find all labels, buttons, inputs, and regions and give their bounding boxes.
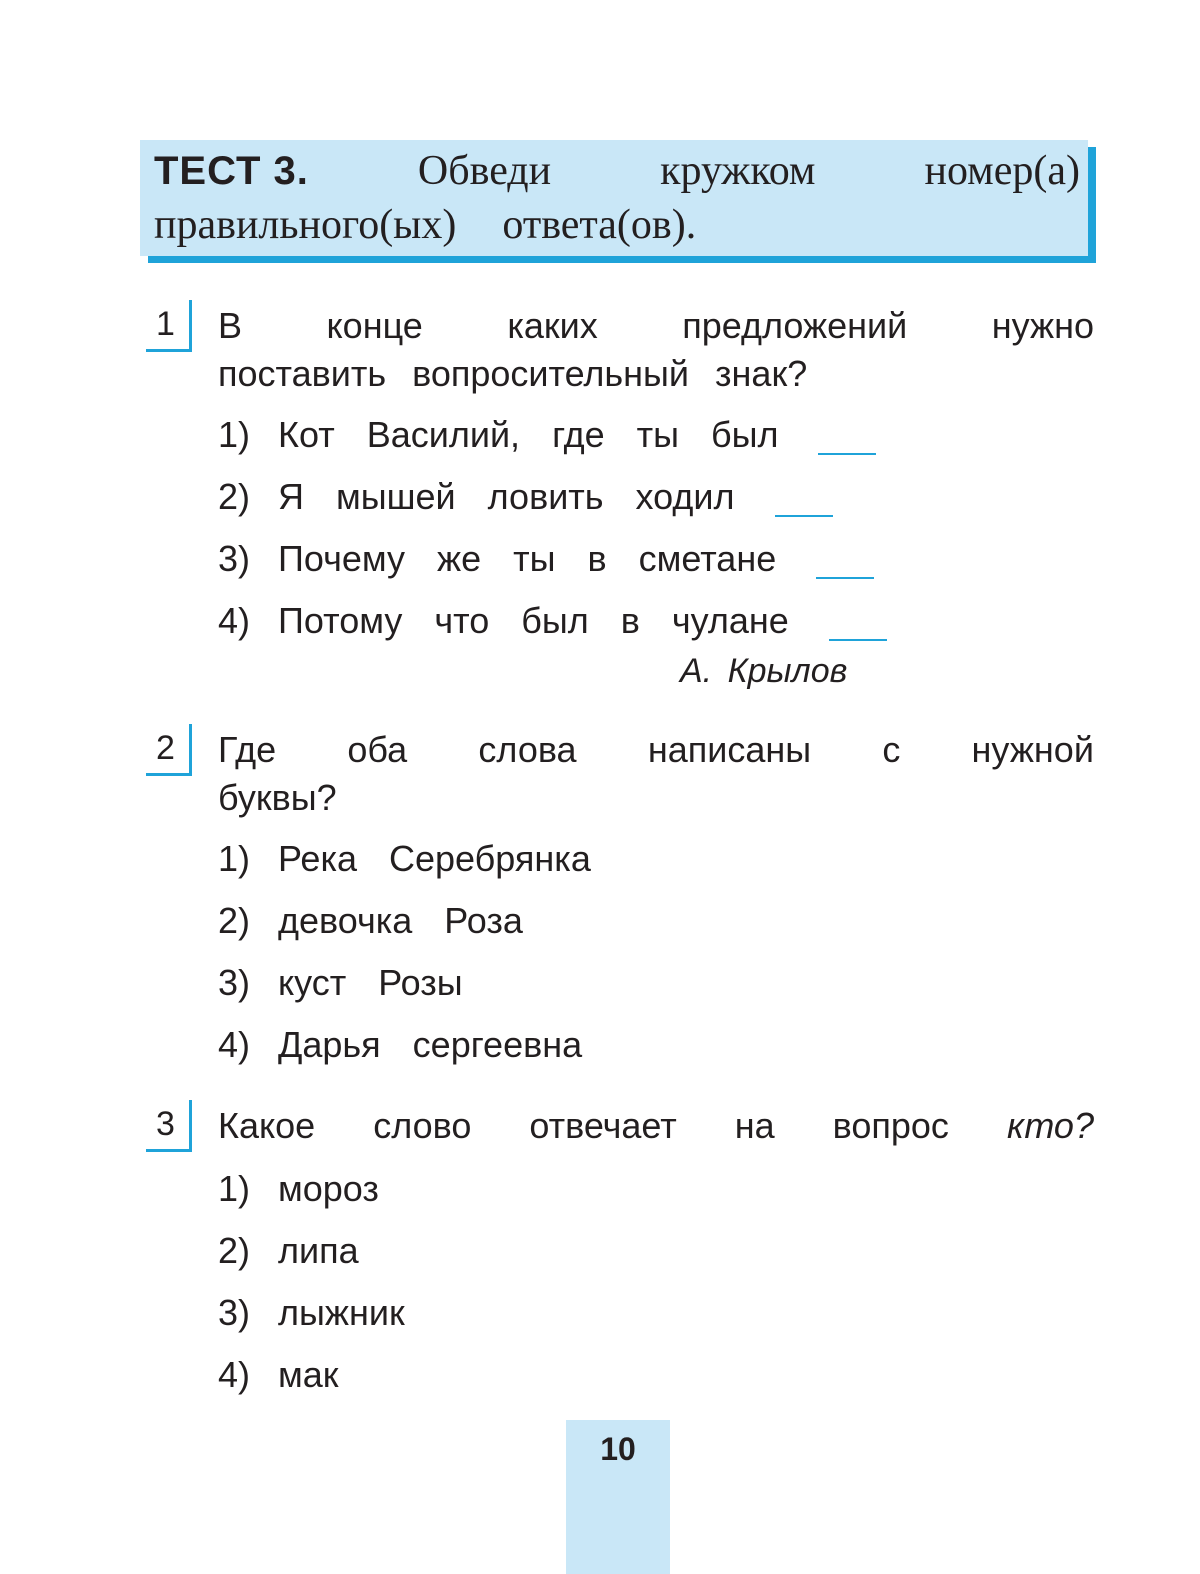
header-line-2: [154, 198, 1080, 252]
answer-option-4[interactable]: [218, 1014, 591, 1076]
question-text: [218, 726, 1094, 822]
answer-option-2[interactable]: [218, 890, 591, 952]
test-label: ТЕСТ 3.: [154, 149, 309, 193]
header-word: номер(а): [924, 148, 1080, 194]
option-text: липа: [278, 1230, 359, 1271]
header-word: правильного(ых): [154, 202, 457, 248]
option-text: Кот Василий, где ты был: [278, 414, 779, 455]
answer-option-3[interactable]: [218, 528, 887, 590]
answer-option-4[interactable]: [218, 590, 887, 652]
question-text-line: поставить вопросительный знак?: [218, 353, 808, 394]
options-list: [218, 1158, 405, 1406]
answer-option-2[interactable]: [218, 1220, 405, 1282]
question-word: предложений: [682, 305, 908, 346]
options-list: [218, 404, 887, 652]
answer-blank[interactable]: [775, 515, 833, 517]
question-text: [218, 1102, 1094, 1150]
question-text: [218, 302, 1094, 398]
option-text: куст Розы: [278, 962, 463, 1003]
question-word: конце: [326, 305, 423, 346]
options-list: [218, 828, 591, 1076]
test-header-box: [140, 140, 1088, 256]
option-number: 3): [218, 538, 251, 579]
answer-option-1[interactable]: [218, 828, 591, 890]
question-number-badge: 1: [146, 300, 192, 352]
option-number: 4): [218, 1354, 251, 1395]
question-text-line: [218, 726, 1094, 774]
question-word: с: [882, 729, 901, 770]
header-line-1: [154, 144, 1080, 198]
poem-author: А. Крылов: [680, 652, 848, 690]
option-text: Река Серебрянка: [278, 838, 591, 879]
answer-blank[interactable]: [829, 639, 887, 641]
option-text: мороз: [278, 1168, 379, 1209]
question-word: слова: [478, 729, 577, 770]
header-word: кружком: [660, 148, 816, 194]
option-number: 1): [218, 1168, 251, 1209]
option-text: лыжник: [278, 1292, 405, 1333]
question-word: на: [734, 1105, 775, 1146]
option-number: 4): [218, 600, 251, 641]
option-text: Я мышей ловить ходил: [278, 476, 735, 517]
option-number: 2): [218, 1230, 251, 1271]
question-word: Где: [218, 729, 277, 770]
question-word: нужно: [991, 305, 1094, 346]
question-number-badge: 2: [146, 724, 192, 776]
question-word: слово: [373, 1105, 472, 1146]
option-number: 3): [218, 1292, 251, 1333]
question-word: отвечает: [529, 1105, 677, 1146]
question-word: Какое: [218, 1105, 316, 1146]
question-word: В: [218, 305, 243, 346]
question-word: вопрос: [832, 1105, 949, 1146]
header-word: ответа(ов).: [502, 202, 697, 248]
option-number: 4): [218, 1024, 251, 1065]
answer-blank[interactable]: [816, 577, 874, 579]
answer-option-3[interactable]: [218, 952, 591, 1014]
answer-option-4[interactable]: [218, 1344, 405, 1406]
answer-option-1[interactable]: [218, 1158, 405, 1220]
page-number: 10: [566, 1420, 670, 1574]
question-word: написаны: [647, 729, 812, 770]
answer-option-2[interactable]: [218, 466, 887, 528]
option-number: 2): [218, 900, 251, 941]
option-number: 1): [218, 414, 251, 455]
option-text: Дарья сергеевна: [278, 1024, 583, 1065]
question-text-line: буквы?: [218, 777, 337, 818]
answer-option-1[interactable]: [218, 404, 887, 466]
option-text: Потому что был в чулане: [278, 600, 789, 641]
question-word: каких: [507, 305, 598, 346]
answer-option-3[interactable]: [218, 1282, 405, 1344]
answer-blank[interactable]: [818, 453, 876, 455]
question-word: оба: [347, 729, 408, 770]
option-text: девочка Роза: [278, 900, 523, 941]
question-text-line: [218, 302, 1094, 350]
question-word: нужной: [971, 729, 1094, 770]
header-word: Обведи: [417, 148, 552, 194]
option-text: мак: [278, 1354, 339, 1395]
option-number: 1): [218, 838, 251, 879]
option-number: 2): [218, 476, 251, 517]
option-number: 3): [218, 962, 251, 1003]
question-word-italic: кто?: [1006, 1105, 1094, 1146]
question-number-badge: 3: [146, 1100, 192, 1152]
option-text: Почему же ты в сметане: [278, 538, 777, 579]
question-text-line: [218, 1102, 1094, 1150]
